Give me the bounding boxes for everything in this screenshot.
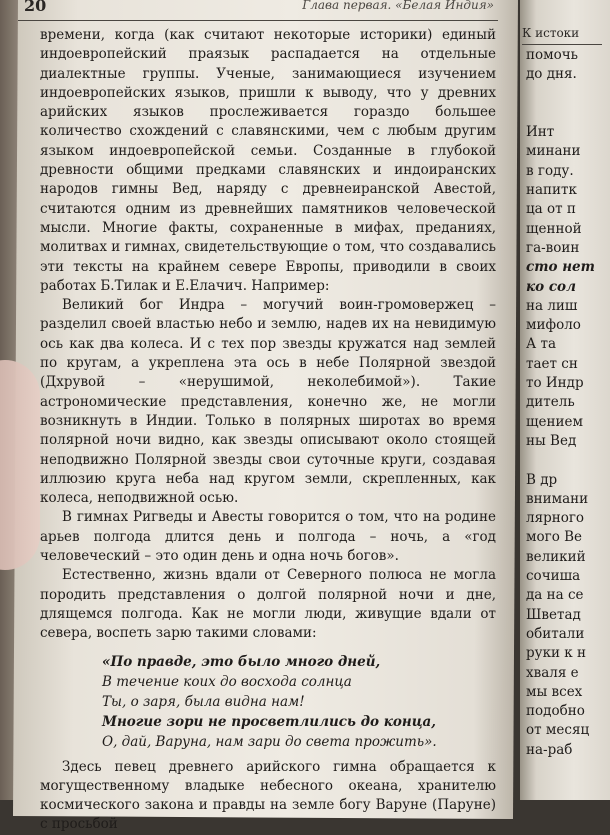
hymn-quote <box>102 652 496 752</box>
right-page-line: подобно <box>526 703 585 720</box>
right-page-line: напитк <box>526 182 577 199</box>
paragraph-5: Здесь певец древнего арийского гимна обращается к могущественному владыке небесного океана, хранителю космического закона и правды на земле богу Варуне (Паруне) с просьбой <box>40 758 496 833</box>
right-page-line: га-воин <box>526 239 580 256</box>
right-page-line: щенной <box>526 220 582 237</box>
right-page-line: дитель <box>526 394 575 411</box>
right-page-line: помочь <box>526 47 579 63</box>
page-number: 20 <box>24 0 47 15</box>
right-page-line: до дня. <box>526 66 577 83</box>
page-header <box>18 0 498 21</box>
right-page-line: Инт <box>526 124 555 141</box>
paragraph-4: Естественно, жизнь вдали от Северного полюса не могла породить представления о долгой полярной ночи и дне, длящемся полгода. Как не могли люди, живущие вдали от севера, воспеть зарю такими словами: <box>40 567 496 642</box>
right-page-line: ко сол <box>526 278 576 295</box>
right-page-line: щением <box>526 413 584 430</box>
right-page-line: сочиша <box>526 568 581 585</box>
right-page-line: на лиш <box>526 297 578 314</box>
finger-holding-page <box>0 360 40 570</box>
right-page-line: мы всех <box>526 683 583 700</box>
poem-line: О, дай, Варуна, нам зари до света прожить». <box>102 733 437 750</box>
right-page-line <box>526 104 600 123</box>
paragraph-3: В гимнах Ригведы и Авесты говорится о том, что на родине арьев полгода длится день и полгода – ночь, а «год человеческий – это один день и одна ночь богов». <box>40 509 496 565</box>
right-page-line: руки к н <box>526 645 587 662</box>
paragraph-2: Великий бог Индра – могучий воин-громовержец – разделил своей властью небо и землю, надев их на невидимую ось как два колеса. И с тех пор звезды кружатся над землей по кругам, а укреплена эта ось в небе Полярной звездой (Дхрувой – «нерушимой, неколебимой»). Такие астрономические представления, конечно же, не могли возникнуть в Индии. Только в полярных широтах во время полярной ночи видно, как звезды описывают около стоящей неподвижно Полярной звезды свои суточные круги, создавая иллюзию круга неба над кругом земли, скрепленных, как колеса, неподвижной осью. <box>40 297 496 507</box>
right-page-line: в году. <box>526 162 574 179</box>
right-page-line: великий <box>526 548 586 565</box>
paragraph-1: времени, когда (как считают некоторые историки) единый индоевропейский праязык распадается на отдельные диалектные группы. Ученые, занимающиеся изучением индоевропейских языков, пришли к выводу, что у древних арийских языков прослеживается гораздо большее количество схождений с славянскими, чем с любым другим языком индоевропейской семьи. Созданные в глубокой древности общими предками славянских и индоиранских народов гимны Вед, наряду с древнеиранской Авестой, считаются одним из древнейших памятников человеческой мысли. Многие факты, сохраненные в мифах, преданиях, молитвах и гимнах, свидетельствующие о том, что создавались эти тексты на крайнем севере Европы, приводили в своих работах Б.Тилак и Е.Елачич. Например: <box>40 27 496 294</box>
right-page-line: внимани <box>526 490 589 507</box>
poem-line: Ты, о заря, была видна нам! <box>102 693 305 710</box>
running-title: Глава первая. «Белая Индия» <box>302 0 494 12</box>
right-page-line: мого Ве <box>526 529 583 546</box>
right-page-line <box>526 451 600 470</box>
right-page-line: ца от п <box>526 201 576 218</box>
right-page-line: тает сн <box>526 355 578 372</box>
right-page-line: от месяц <box>526 722 590 739</box>
main-text-column <box>40 26 496 835</box>
poem-line: «По правде, это было много дней, <box>102 653 381 670</box>
right-page-line: да на се <box>526 587 584 604</box>
poem-line: В течение коих до восхода солнца <box>102 673 352 690</box>
right-page-line: сто нет <box>526 259 595 276</box>
right-page-line: хваля е <box>526 664 579 681</box>
right-page-line: то Индр <box>526 375 584 392</box>
right-page-line: обитали <box>526 625 585 642</box>
right-page-line: на-раб <box>526 741 573 758</box>
right-page-line <box>526 85 600 104</box>
right-page-line: А та <box>526 336 557 353</box>
right-page-header: К истоки <box>522 26 602 45</box>
right-page-line: Шветад <box>526 606 581 623</box>
poem-line: Многие зори не просветлились до конца, <box>102 713 436 730</box>
right-page-line: лярного <box>526 510 585 527</box>
right-page-line: ны Вед <box>526 432 577 449</box>
right-page-text <box>526 46 600 760</box>
right-page-line: мифоло <box>526 317 581 334</box>
right-page-line: В др <box>526 471 558 488</box>
right-page-line: минани <box>526 143 581 160</box>
